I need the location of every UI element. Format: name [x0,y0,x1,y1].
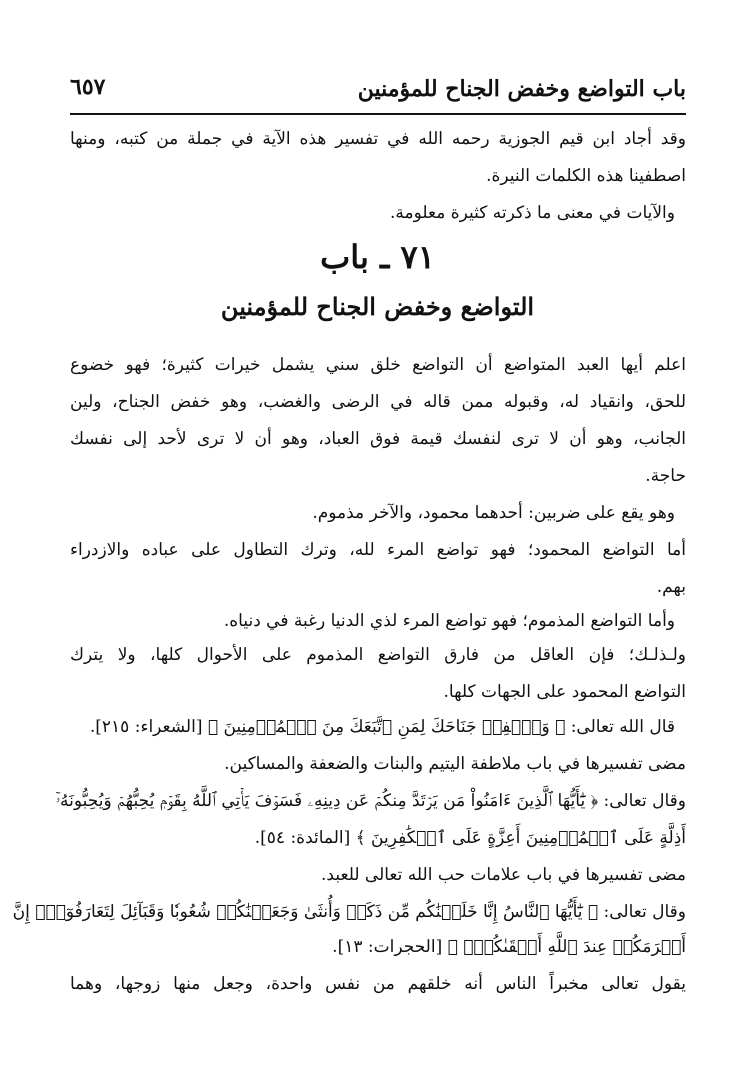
paragraph-3-line-1: أما التواضع المحمود؛ فهو تواضع المرء لله، وترك التطاول على عباده والازدراء [70,540,686,560]
commentary-1: مضى تفسيرها في باب ملاطفة اليتيم والبنات والضعفة والمساكين. [224,754,686,774]
paragraph-1-line-4: حاجة. [645,466,686,486]
paragraph-5-line-1: ولـذلـك؛ فإن العاقل من فارق التواضع المذموم على الأحوال كلها، ولا يترك [70,645,686,665]
closing-line: يقول تعالى مخبراً الناس أنه خلقهم من نفس واحدة، وجعل منها زوجها، وهما [70,974,686,994]
intro-line-3: والآيات في معنى ما ذكرته كثيرة معلومة. [389,203,675,223]
paragraph-2: وهو يقع على ضربين: أحدهما محمود، والآخر مذموم. [312,503,675,523]
paragraph-1-line-2: للحق، وانقياد له، وقبوله ممن قاله في الرضى والغضب، وهو خفض الجناح، ولين [70,392,686,412]
verse-ash-shuara-215: قال الله تعالى: ﴿ وَٱخۡفِضۡ جَنَاحَكَ لِمَنِ ٱتَّبَعَكَ مِنَ ٱلۡمُؤۡمِنِينَ ﴾ [الشعراء: ٢١٥]. [89,717,675,737]
paragraph-5-line-2: التواضع المحمود على الجهات كلها. [443,682,686,702]
paragraph-1-line-1: اعلم أيها العبد المتواضع أن التواضع خلق سني يشمل خيرات كثيرة؛ فهو خضوع [70,355,686,375]
verse-al-hujurat-13-line-1: وقال تعالى: ﴿ يَٰٓأَيُّهَا ٱلنَّاسُ إِنَّا خَلَقۡنَٰكُم مِّن ذَكَرٖ وَأُنثَىٰ وَجَعَلۡنَٰكُمۡ شُعُوبٗا وَقَبَآئِلَ لِتَعَارَفُوٓاْۚ إِنَّ [12,902,686,922]
commentary-2: مضى تفسيرها في باب علامات حب الله تعالى للعبد. [321,865,686,885]
header-rule [70,113,686,115]
running-header [70,72,686,112]
verse-al-maida-54-line-1: وقال تعالى: ﴿ يَٰٓأَيُّهَا ٱلَّذِينَ ءَامَنُواْ مَن يَرۡتَدَّ مِنكُمۡ عَن دِينِهِۦ فَسَوۡفَ يَأۡتِي ٱللَّهُ بِقَوۡمٖ يُحِبُّهُمۡ وَيُحِبُّونَهُۥٓ [55,791,686,811]
chapter-title: التواضع وخفض الجناح للمؤمنين [220,292,535,321]
paragraph-1-line-3: الجانب، وهو أن لا ترى لنفسك قيمة فوق العباد، وهو أن لا ترى لأحد إلى نفسك [70,429,686,449]
paragraph-4: وأما التواضع المذموم؛ فهو تواضع المرء لذي الدنيا رغبة في دنياه. [223,611,675,631]
verse-al-maida-54-line-2: أَذِلَّةٍ عَلَى ٱلۡمُؤۡمِنِينَ أَعِزَّةٍ عَلَى ٱلۡكَٰفِرِينَ ﴾ [المائدة: ٥٤]. [254,828,686,848]
header-title: باب التواضع وخفض الجناح للمؤمنين [357,76,686,102]
chapter-number: ٧١ ـ باب [320,238,435,276]
paragraph-3-line-2: بهم. [656,577,686,597]
intro-line-2: اصطفينا هذه الكلمات النيرة. [486,166,686,186]
page-number: ٦٥٧ [70,74,106,100]
intro-line-1: وقد أجاد ابن قيم الجوزية رحمه الله في تفسير هذه الآية في جملة من كتبه، ومنها [70,129,686,149]
verse-al-hujurat-13-line-2: أَكۡرَمَكُمۡ عِندَ ٱللَّهِ أَتۡقَىٰكُمۡۚ ﴾ [الحجرات: ١٣]. [332,937,686,957]
